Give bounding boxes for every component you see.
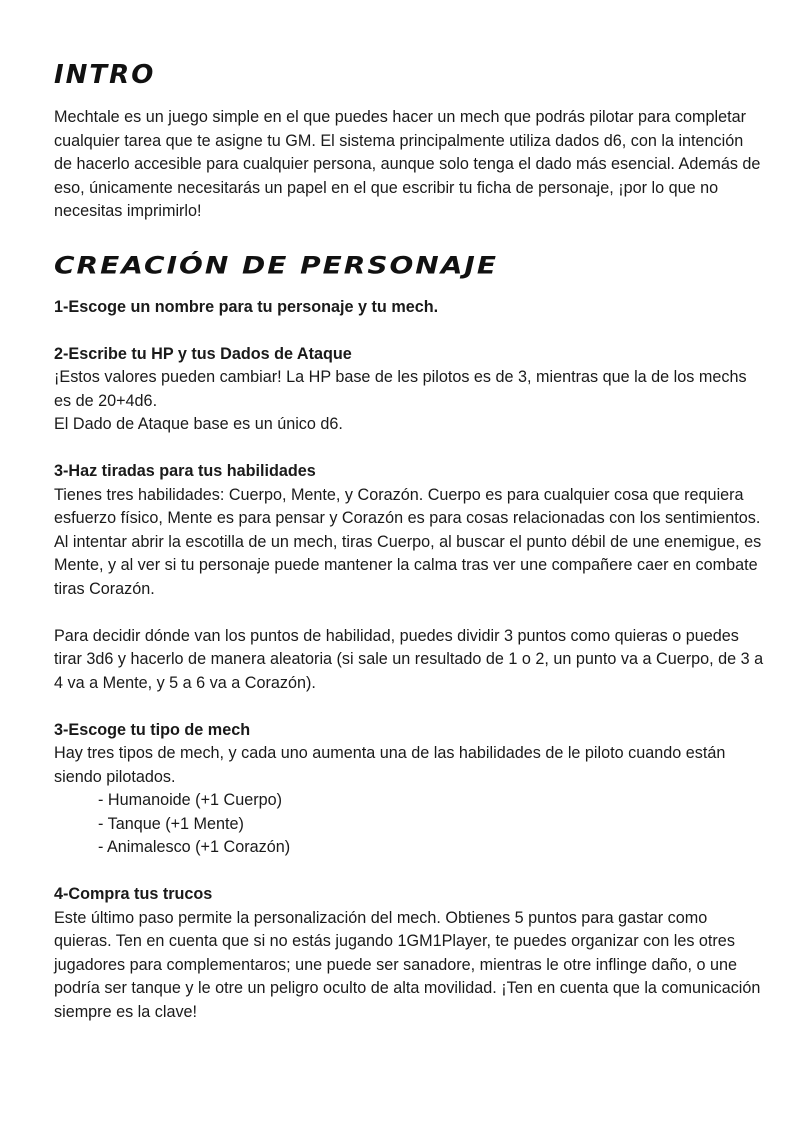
step3-paragraph2: Para decidir dónde van los puntos de habilidad, puedes dividir 3 puntos como quieras o puedes tirar 3d6 y hacerlo de manera aleatoria (si sale un resultado de 1 o 2, un punto va a Cuerpo, de 3 a 4 va a Mente, y 5 a 6 va a Corazón). xyxy=(54,626,764,692)
step3-paragraph1: Tienes tres habilidades: Cuerpo, Mente, y Corazón. Cuerpo es para cualquier cosa que requiera esfuerzo físico, Mente es para pensar y Corazón es para cosas relacionadas con los sentimientos. Al intentar abrir la escotilla de un mech, tiras Cuerpo, al buscar el punto débil de une enemigue, es Mente, y al ver si tu personaje puede mantener la calma tras ver une compañere caer en combate tiras Corazón. xyxy=(54,485,762,598)
step4-paragraph: Este último paso permite la personalización del mech. Obtienes 5 puntos para gastar como quieras. Ten en cuenta que si no estás jugando 1GM1Player, te puedes organizar con les otres jugadores para complementaros; une puede ser sanadore, mientras le otre inflinge daño, o une podría ser tanque y le otre un peligro oculto de alta movilidad. ¡Ten en cuenta que la comunicación siempre es la clave! xyxy=(54,908,761,1021)
intro-title: INTRO xyxy=(54,60,156,90)
step3b-paragraph: Hay tres tipos de mech, y cada uno aumenta una de las habilidades de le piloto cuando están siendo pilotados. xyxy=(54,744,726,786)
mech-option-animalesco: - Animalesco (+1 Corazón) xyxy=(98,838,291,856)
step3-heading: 3-Haz tiradas para tus habilidades xyxy=(54,462,316,480)
mech-option-tanque: - Tanque (+1 Mente) xyxy=(98,814,244,833)
mech-option-humanoide: - Humanoide (+1 Cuerpo) xyxy=(98,791,282,809)
step3b-heading: 3-Escoge tu tipo de mech xyxy=(54,720,251,739)
character-creation-title: CREACIÓN DE PERSONAJE xyxy=(54,250,498,279)
spacer xyxy=(54,860,764,884)
spacer xyxy=(54,601,764,625)
spacer xyxy=(54,695,764,719)
step2-line1: ¡Estos valores pueden cambiar! La HP base de les pilotos es de 3, mientras que la de los mechs es de 20+4d6. xyxy=(54,368,747,410)
spacer xyxy=(54,437,764,461)
step1-heading: 1-Escoge un nombre para tu personaje y tu mech. xyxy=(54,297,439,316)
step4-heading: 4-Compra tus trucos xyxy=(54,885,213,903)
intro-paragraph: Mechtale es un juego simple en el que puedes hacer un mech que podrás pilotar para completar cualquier tarea que te asigne tu GM. El sistema principalmente utiliza dados d6, con la intención de hacerlo accesible para cualquier persona, aunque solo tenga el dado más esencial. Además de eso, únicamente necesitarás un papel en el que escribir tu ficha de personaje, ¡por lo que no necesitas imprimirlo! xyxy=(54,108,761,220)
document-page xyxy=(54,62,764,1024)
step2-line2: El Dado de Ataque base es un único d6. xyxy=(54,415,343,433)
step2-heading: 2-Escribe tu HP y tus Dados de Ataque xyxy=(54,344,352,363)
spacer xyxy=(54,319,764,343)
